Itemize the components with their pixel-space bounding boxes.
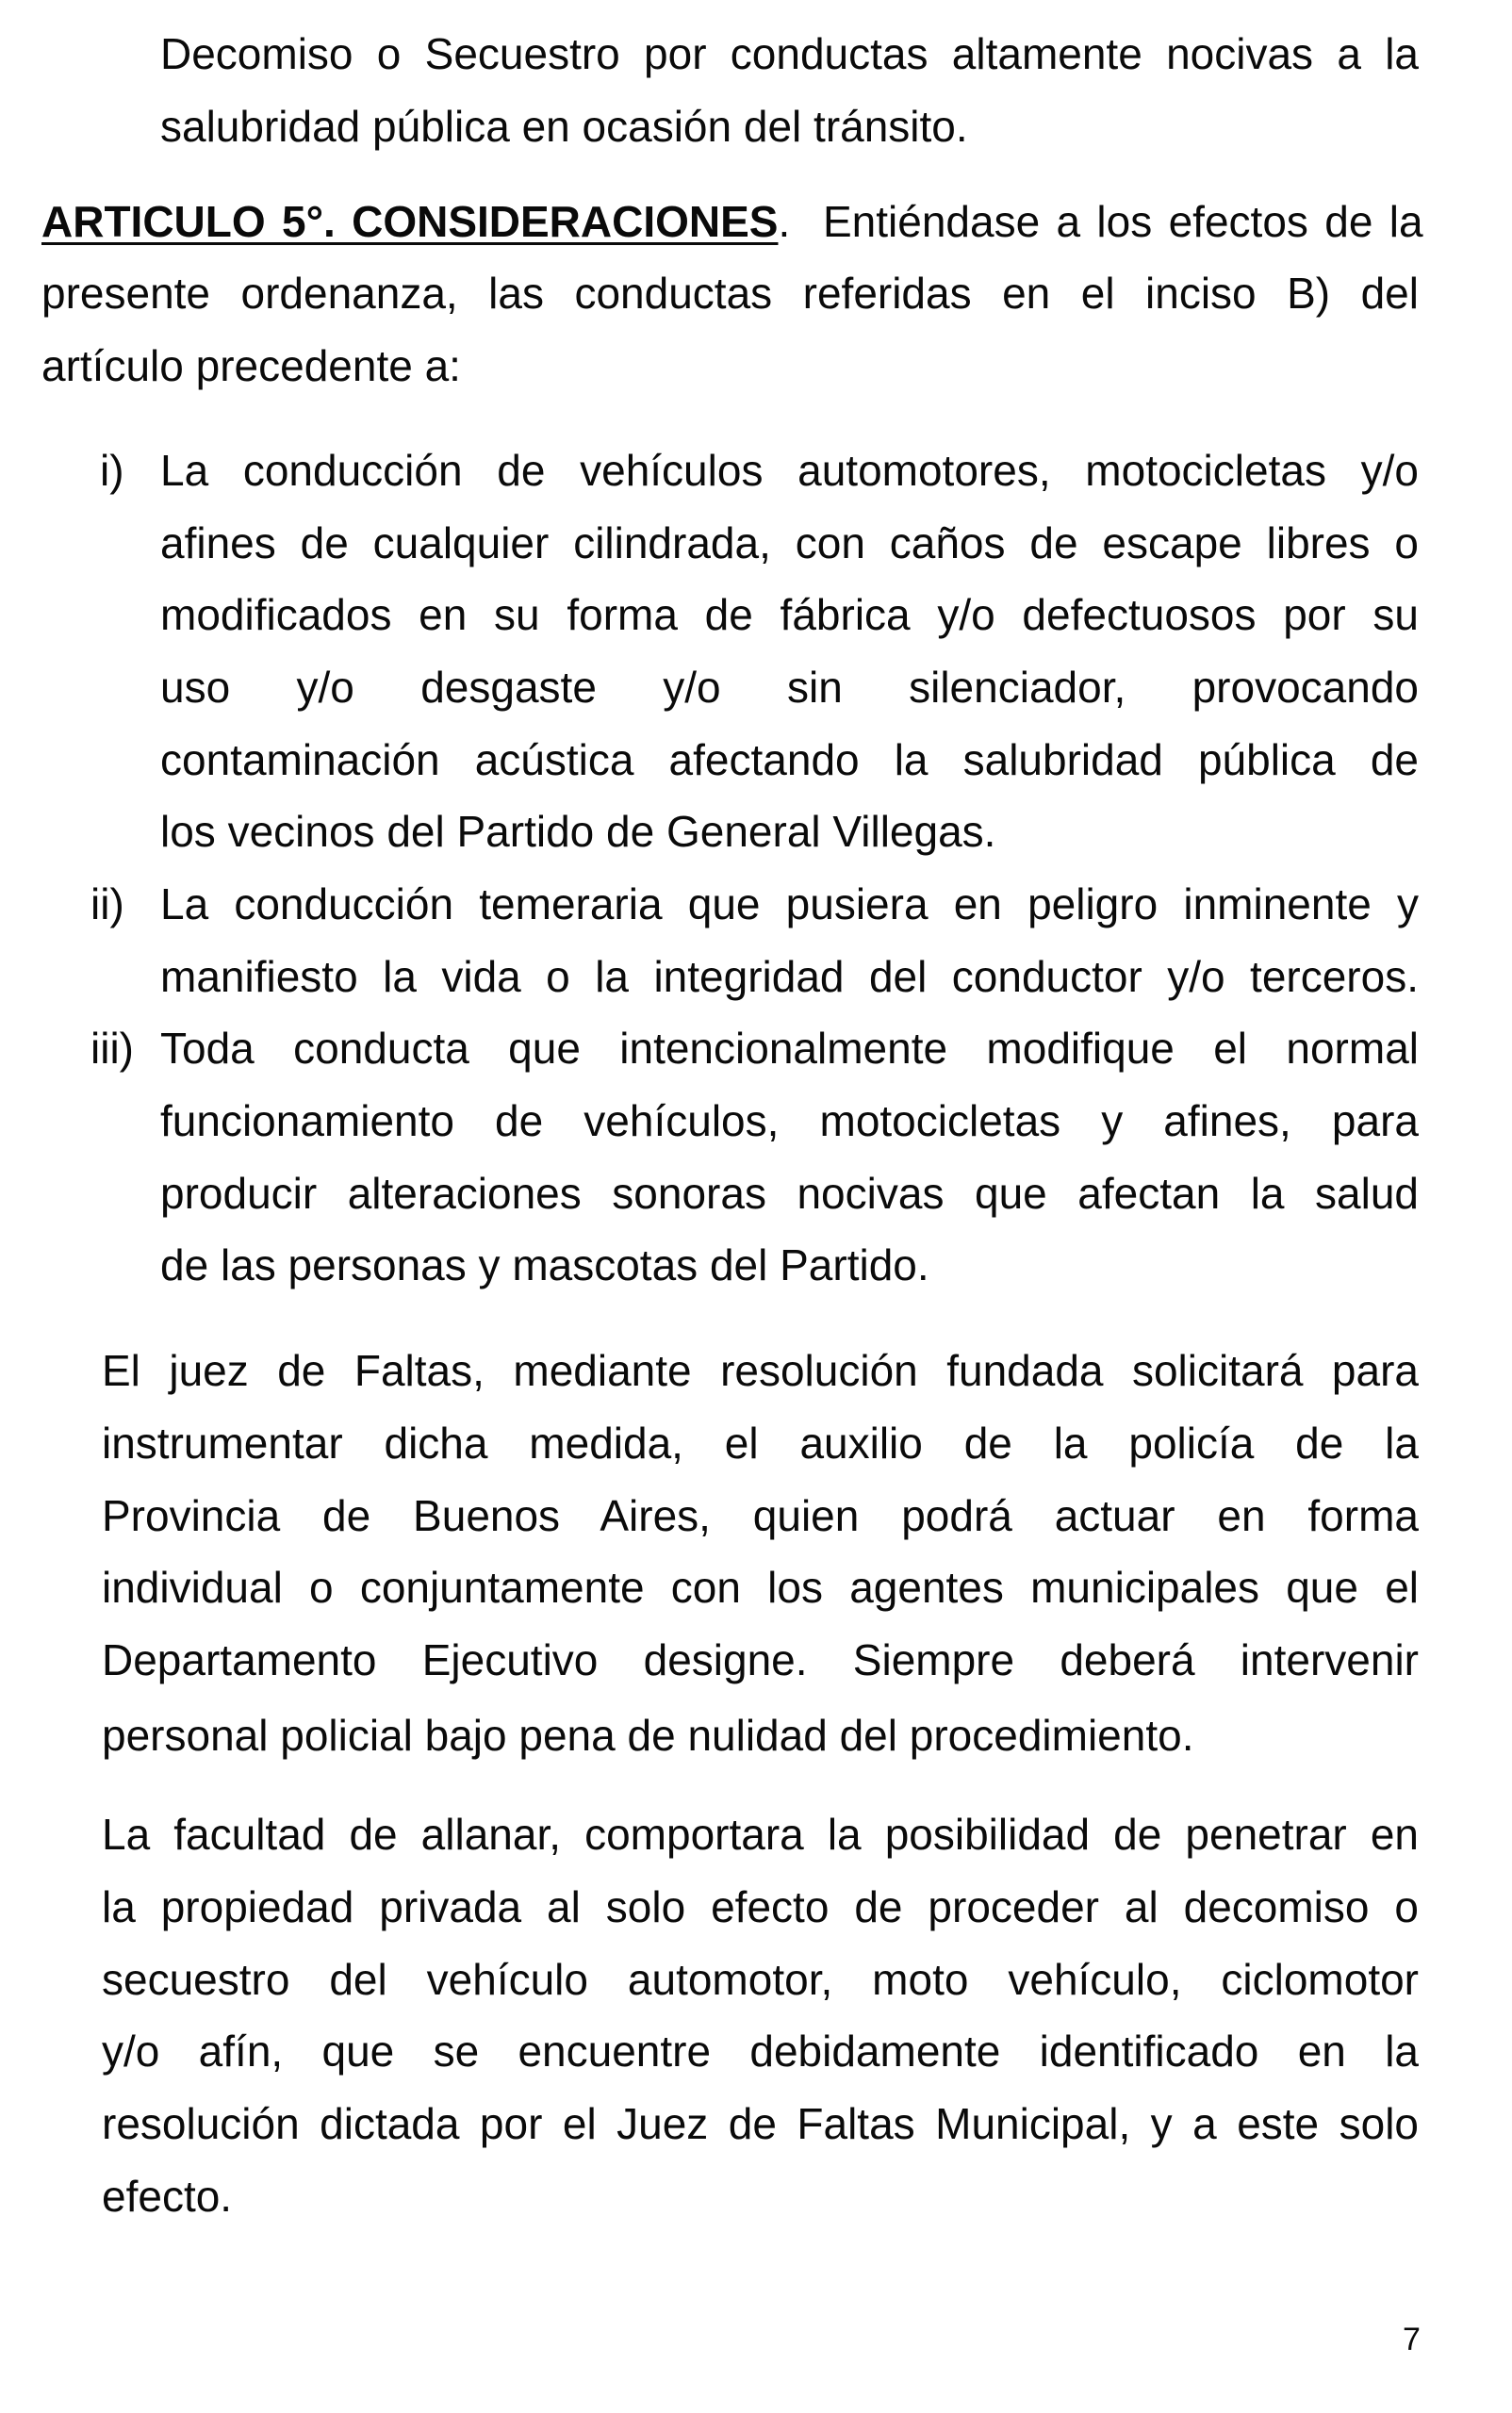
list-item-line: de las personas y mascotas del Partido.: [160, 1240, 929, 1289]
list-marker: i): [100, 446, 124, 495]
article-line: artículo precedente a:: [41, 341, 461, 390]
article-heading-line: ARTICULO 5°. CONSIDERACIONES. Entiéndase a los efectos de la: [41, 197, 1423, 246]
list-item-line: manifiesto la vida o la integridad del conductor y/o terceros.: [160, 952, 1419, 1001]
paragraph-line: secuestro del vehículo automotor, moto vehículo, ciclomotor: [102, 1955, 1419, 2004]
list-item-line: La conducción de vehículos automotores, motocicletas y/o: [160, 446, 1419, 495]
article-line: presente ordenanza, las conductas referidas en el inciso B) del: [41, 269, 1419, 318]
list-item-line: funcionamiento de vehículos, motocicletas y afines, para: [160, 1096, 1419, 1145]
paragraph-line: El juez de Faltas, mediante resolución fundada solicitará para: [102, 1346, 1419, 1395]
paragraph-line: instrumentar dicha medida, el auxilio de la policía de la: [102, 1419, 1419, 1468]
list-item-line: modificados en su forma de fábrica y/o defectuosos por su: [160, 590, 1419, 639]
paragraph-line: y/o afín, que se encuentre debidamente identificado en la: [102, 2027, 1419, 2076]
list-item-line: afines de cualquier cilindrada, con caños de escape libres o: [160, 518, 1419, 567]
paragraph-line: resolución dictada por el Juez de Faltas Municipal, y a este solo: [102, 2099, 1419, 2148]
list-item-line: La conducción temeraria que pusiera en peligro inminente y: [160, 879, 1419, 928]
page-number: 7: [1403, 2322, 1421, 2357]
article-heading: ARTICULO 5°. CONSIDERACIONES: [41, 197, 779, 246]
intro-line: Decomiso o Secuestro por conductas altamente nocivas a la: [160, 29, 1419, 78]
intro-line: salubridad pública en ocasión del tránsito.: [160, 102, 968, 151]
paragraph-line: la propiedad privada al solo efecto de proceder al decomiso o: [102, 1882, 1419, 1931]
paragraph-line: Departamento Ejecutivo designe. Siempre deberá intervenir: [102, 1635, 1419, 1684]
list-item-line: los vecinos del Partido de General Villegas.: [160, 807, 996, 856]
list-marker: iii): [90, 1024, 134, 1073]
list-marker: ii): [90, 879, 124, 928]
paragraph-line: La facultad de allanar, comportara la posibilidad de penetrar en: [102, 1810, 1419, 1859]
paragraph-line: personal policial bajo pena de nulidad del procedimiento.: [102, 1711, 1194, 1760]
paragraph-line: Provincia de Buenos Aires, quien podrá actuar en forma: [102, 1491, 1419, 1540]
list-item-line: Toda conducta que intencionalmente modifique el normal: [160, 1024, 1419, 1073]
list-item-line: producir alteraciones sonoras nocivas que afectan la salud: [160, 1169, 1419, 1218]
list-item-line: contaminación acústica afectando la salubridad pública de: [160, 735, 1419, 784]
paragraph-line: individual o conjuntamente con los agentes municipales que el: [102, 1563, 1419, 1612]
paragraph-line: efecto.: [102, 2172, 233, 2221]
list-item-line: uso y/o desgaste y/o sin silenciador, provocando: [160, 663, 1419, 712]
